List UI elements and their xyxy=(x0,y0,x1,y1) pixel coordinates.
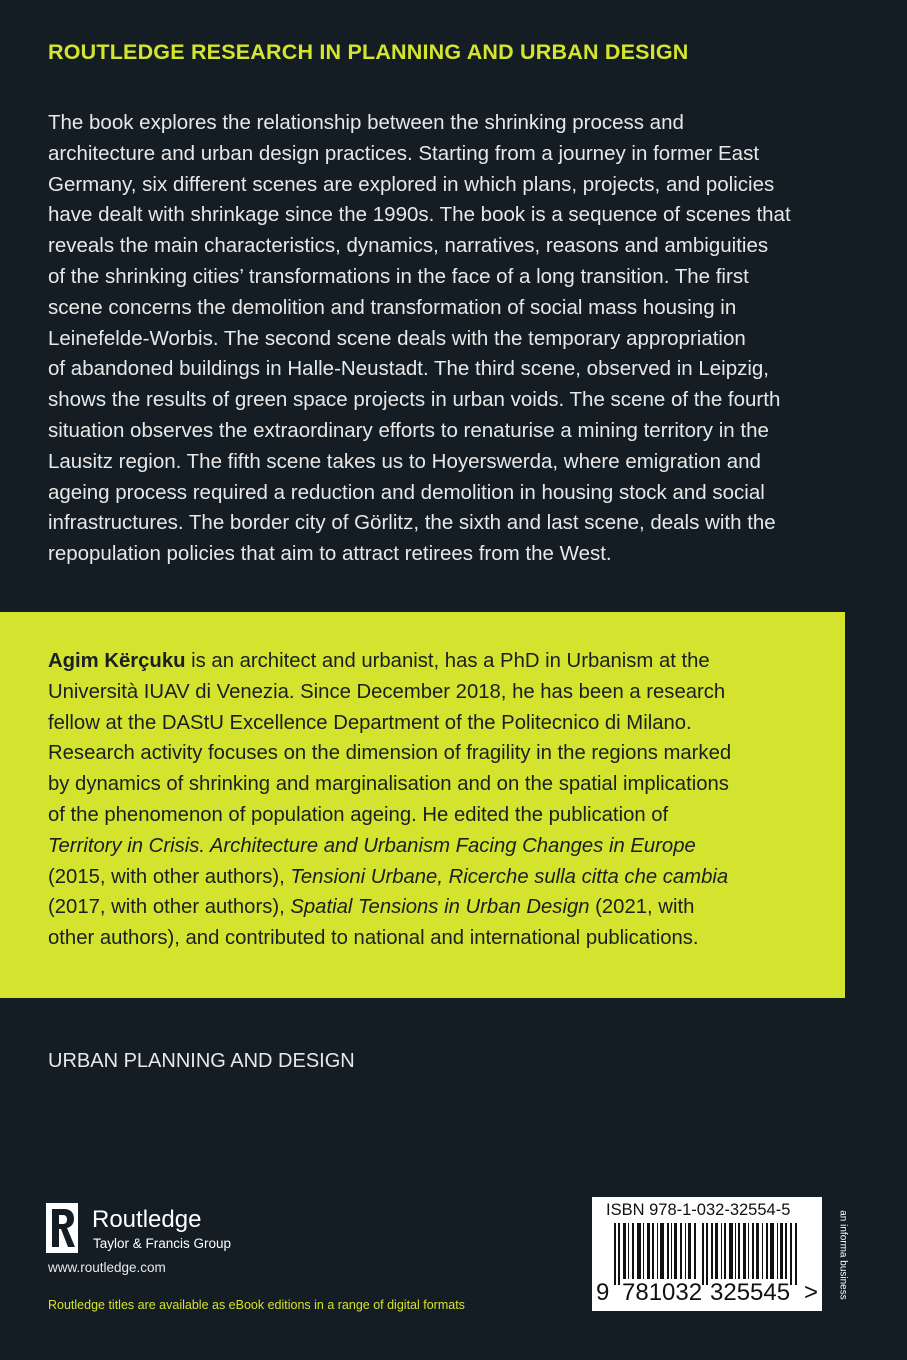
description-line: The book explores the relationship between the shrinking process and xyxy=(48,111,684,134)
publisher-group: Taylor & Francis Group xyxy=(93,1236,232,1251)
barcode-digits-right: 325545 xyxy=(710,1279,791,1306)
description-line: of the shrinking cities’ transformations in the face of a long transition. The first xyxy=(48,264,749,288)
barcode-bars xyxy=(614,1223,802,1285)
isbn-label: ISBN 978-1-032-32554-5 xyxy=(606,1201,791,1219)
description-line: shows the results of green space projects in urban voids. The scene of the fourth xyxy=(48,388,781,412)
author-name: Agim Kërçuku xyxy=(48,650,186,672)
description-line: infrastructures. The border city of Görlitz, the sixth and last scene, deals with the xyxy=(48,511,776,535)
work-title: Tensioni Urbane, Ricerche sulla citta che cambia xyxy=(290,865,729,888)
description-line: scene concerns the demolition and transformation of social mass housing in xyxy=(48,295,737,319)
bio-line: by dynamics of shrinking and marginalisation and on the spatial implications xyxy=(48,773,729,796)
description-line: repopulation policies that aim to attract retirees from the West. xyxy=(48,542,612,566)
publisher-url: www.routledge.com xyxy=(48,1260,166,1275)
bio-line: fellow at the DAStU Excellence Department of the Politecnico di Milano. xyxy=(48,711,692,734)
author-bio xyxy=(48,646,838,954)
work-title: Territory in Crisis. Architecture and Urbanism Facing Changes in Europe xyxy=(48,834,696,857)
description-line: Lausitz region. The fifth scene takes us to Hoyerswerda, where emigration and xyxy=(48,449,761,473)
informa-label: an informa business xyxy=(837,1210,849,1300)
description-line: Germany, six different scenes are explored in which plans, projects, and policies xyxy=(48,172,775,196)
description-line: architecture and urban design practices. Starting from a journey in former East xyxy=(48,141,760,165)
bio-line: (2017, with other authors), Spatial Tensions in Urban Design (2021, with xyxy=(48,896,695,919)
barcode-digits xyxy=(592,1279,822,1309)
bio-line: Università IUAV di Venezia. Since December 2018, he has been a research xyxy=(48,680,726,703)
description-line: ageing process required a reduction and demolition in housing stock and social xyxy=(48,480,765,504)
description-line: reveals the main characteristics, dynamics, narratives, reasons and ambiguities xyxy=(48,234,769,258)
description-line: have dealt with shrinkage since the 1990s. The book is a sequence of scenes that xyxy=(48,203,791,227)
series-title: ROUTLEDGE RESEARCH IN PLANNING AND URBAN DESIGN xyxy=(48,40,689,64)
description-line: situation observes the extraordinary efforts to renaturise a mining territory in the xyxy=(48,418,769,442)
publisher-name: Routledge xyxy=(92,1206,202,1233)
isbn-barcode xyxy=(592,1197,822,1311)
book-description xyxy=(48,108,848,570)
bio-line: (2015, with other authors), Tensioni Urbane, Ricerche sulla citta che cambia xyxy=(48,865,729,888)
barcode-digit-first: 9 xyxy=(596,1279,610,1306)
bio-line xyxy=(48,831,838,862)
description-line: of abandoned buildings in Halle-Neustadt. The third scene, observed in Leipzig, xyxy=(48,357,770,381)
work-title: Spatial Tensions in Urban Design xyxy=(290,896,590,919)
routledge-logo-icon xyxy=(46,1203,78,1253)
bio-line: of the phenomenon of population ageing. He edited the publication of xyxy=(48,803,669,826)
subject-category: URBAN PLANNING AND DESIGN xyxy=(48,1050,355,1072)
bio-line: Agim Kërçuku is an architect and urbanist, has a PhD in Urbanism at the xyxy=(48,650,710,672)
bio-line: Research activity focuses on the dimension of fragility in the regions marked xyxy=(48,742,732,765)
bio-line: other authors), and contributed to national and international publications. xyxy=(48,927,699,950)
description-line: Leinefelde-Worbis. The second scene deals with the temporary appropriation xyxy=(48,326,746,350)
barcode-digits-left: 781032 xyxy=(622,1279,703,1306)
ebook-note: Routledge titles are available as eBook editions in a range of digital formats xyxy=(48,1298,465,1312)
barcode-chevron: > xyxy=(804,1279,819,1306)
